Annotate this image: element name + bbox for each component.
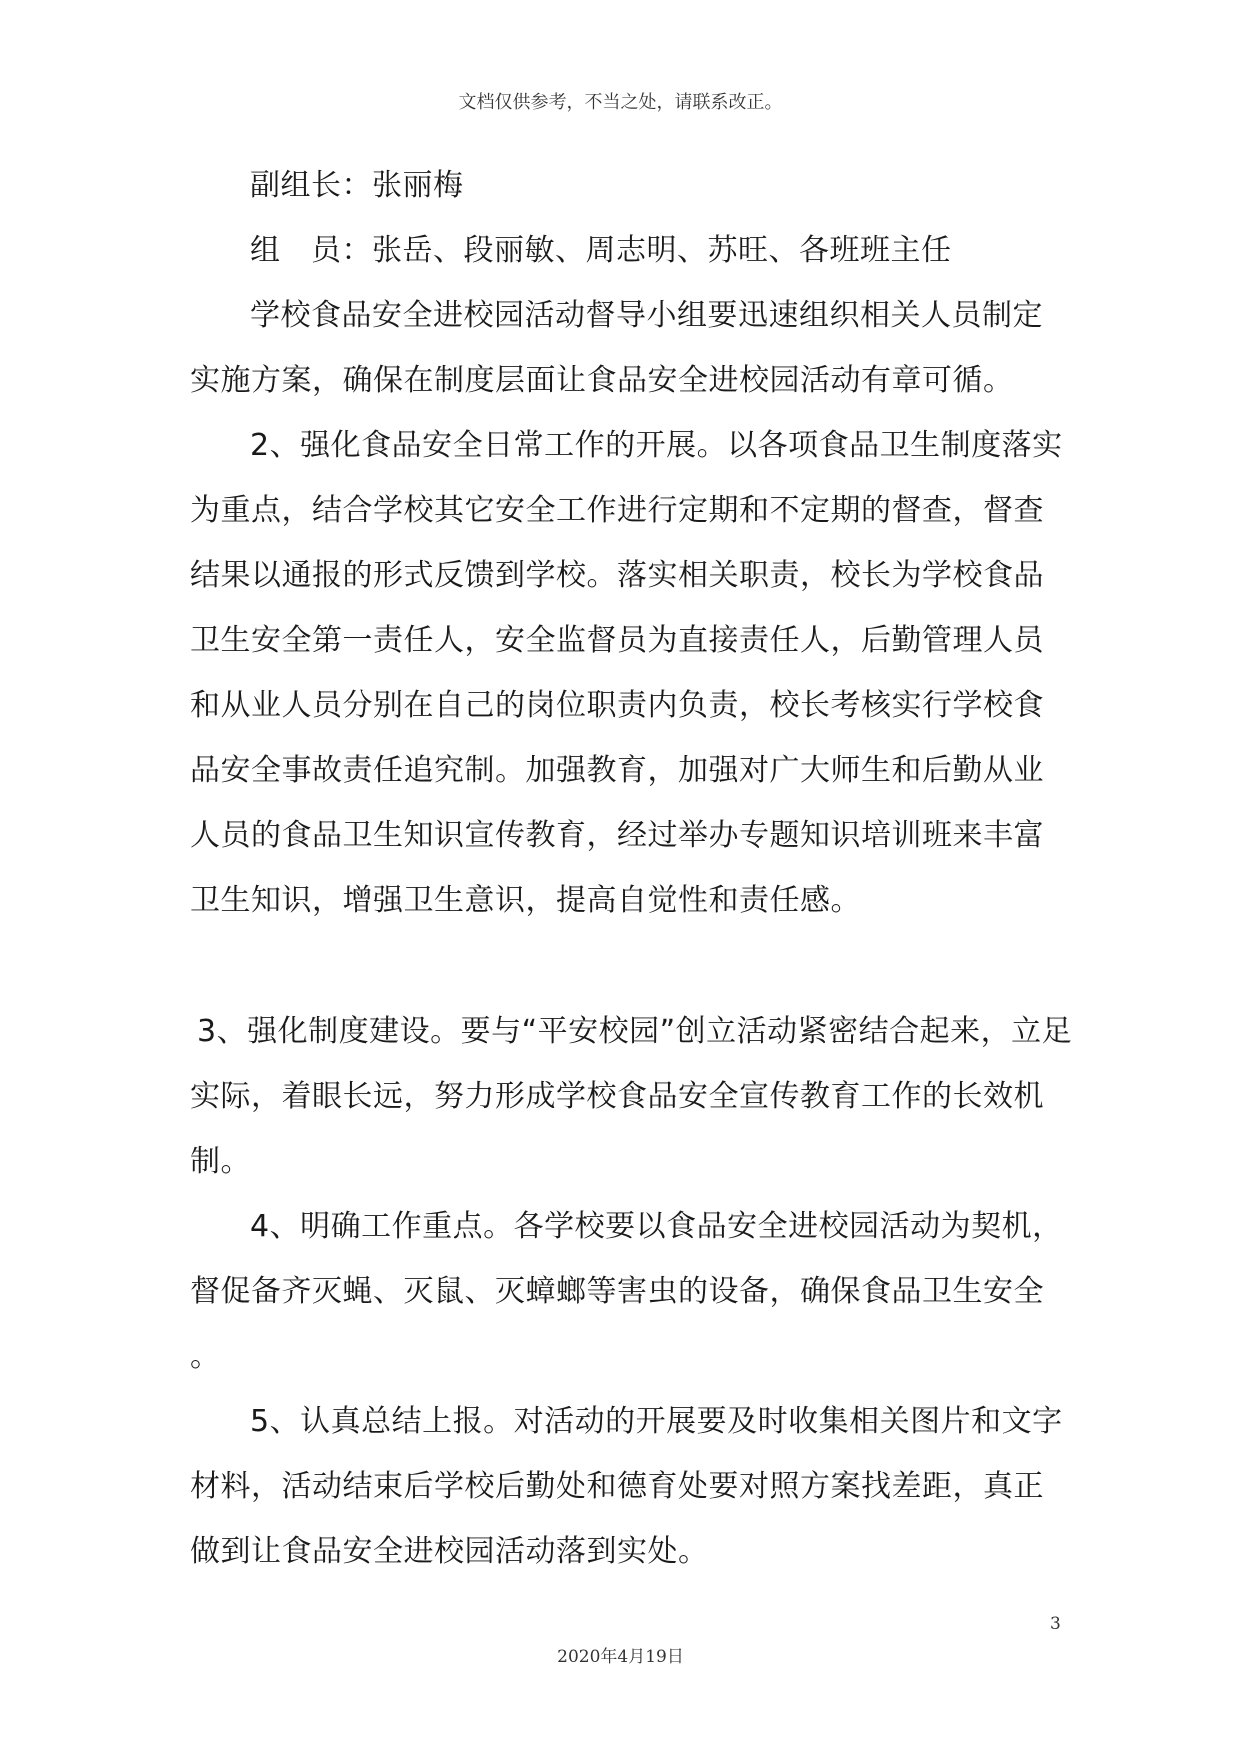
text-line: 。	[190, 1339, 221, 1374]
text-line: 卫生安全第一责任人，安全监督员为直接责任人，后勤管理人员	[190, 623, 1044, 658]
text-line: 2、强化食品安全日常工作的开展。以各项食品卫生制度落实	[250, 428, 1063, 463]
text-line: 实际，着眼长远，努力形成学校食品安全宣传教育工作的长效机	[190, 1079, 1044, 1114]
text-line: 实施方案，确保在制度层面让食品安全进校园活动有章可循。	[190, 363, 1014, 398]
text-line: 4、明确工作重点。各学校要以食品安全进校园活动为契机，	[250, 1209, 1063, 1244]
text-line: 组 员：张岳、段丽敏、周志明、苏旺、各班班主任	[250, 233, 952, 268]
text-line: 为重点，结合学校其它安全工作进行定期和不定期的督查，督查	[190, 493, 1044, 528]
text-line: 督促备齐灭蝇、灭鼠、灭蟑螂等害虫的设备，确保食品卫生安全	[190, 1274, 1044, 1309]
text-line: 学校食品安全进校园活动督导小组要迅速组织相关人员制定	[250, 298, 1043, 333]
text-line: 做到让食品安全进校园活动落到实处。	[190, 1534, 709, 1569]
text-line: 材料，活动结束后学校后勤处和德育处要对照方案找差距，真正	[190, 1469, 1044, 1504]
text-line: 结果以通报的形式反馈到学校。落实相关职责，校长为学校食品	[190, 558, 1044, 593]
text-line: 品安全事故责任追究制。加强教育，加强对广大师生和后勤从业	[190, 753, 1044, 788]
text-line: 副组长：张丽梅	[250, 168, 464, 203]
page-number: 3	[1050, 1614, 1061, 1634]
text-line: 卫生知识，增强卫生意识，提高自觉性和责任感。	[190, 883, 861, 918]
text-line: 制。	[190, 1144, 251, 1179]
footer-date: 2020年4月19日	[557, 1647, 684, 1667]
text-line: 和从业人员分别在自己的岗位职责内负责，校长考核实行学校食	[190, 688, 1044, 723]
page-header-note: 文档仅供参考，不当之处，请联系改正。	[458, 92, 783, 113]
text-line: 5、认真总结上报。对活动的开展要及时收集相关图片和文字	[250, 1404, 1063, 1439]
text-line: 3、强化制度建设。要与“平安校园”创立活动紧密结合起来，立足	[197, 1014, 1073, 1049]
text-line: 人员的食品卫生知识宣传教育，经过举办专题知识培训班来丰富	[190, 818, 1044, 853]
